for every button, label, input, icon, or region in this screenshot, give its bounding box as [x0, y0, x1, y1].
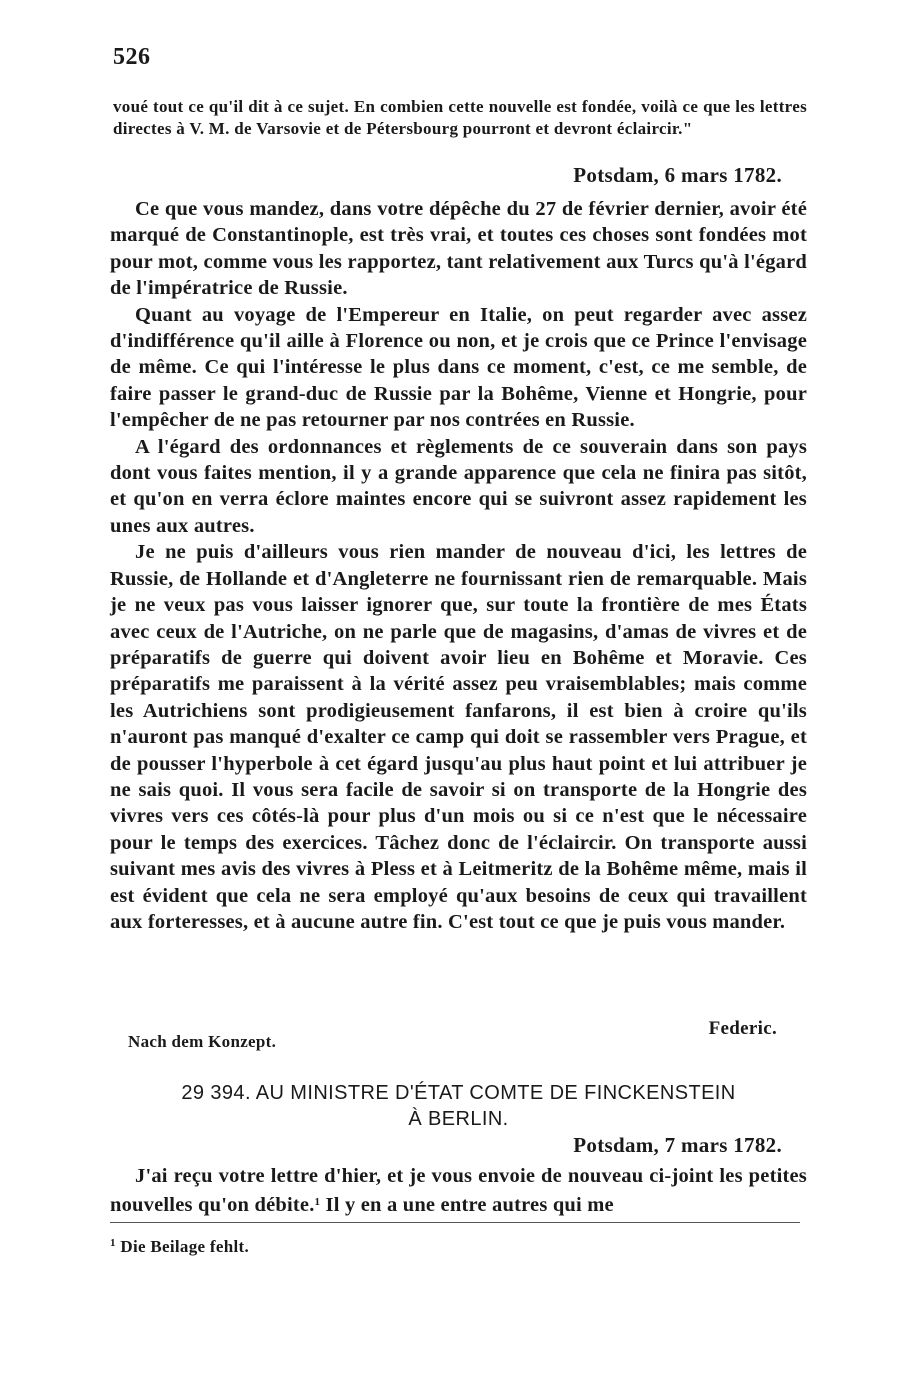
- footnote-marker: 1: [110, 1237, 116, 1249]
- footnote-ref: 1: [314, 1196, 321, 1209]
- letter-2-body: [110, 1163, 807, 1219]
- quote-end: voué tout ce qu'il dit à ce sujet. En combien cette nouvelle est fondée, voilà ce que les lettres directes à V. M. de Varsovie et de Pétersbourg pourront et devront éclaircir.": [113, 97, 807, 138]
- paragraph: Ce que vous mandez, dans votre dépêche du 27 de février dernier, avoir été marqué de Constantinople, est très vrai, et toutes ces choses sont fondées mot pour mot, comme vous les rapportez, tant relativement aux Turcs qu'à l'égard de l'impératrice de Russie.: [110, 198, 807, 300]
- dateline-2: Potsdam, 7 mars 1782.: [573, 1133, 782, 1157]
- heading-line-2: À BERLIN.: [408, 1108, 509, 1130]
- paragraph: [110, 1163, 807, 1219]
- dateline-1: Potsdam, 6 mars 1782.: [573, 163, 782, 187]
- source-note: Nach dem Konzept.: [128, 1032, 277, 1051]
- paragraph-text: J'ai reçu votre lettre d'hier, et je vous envoie de nouveau ci-joint les petites nouvelles qu'on débite.: [110, 1165, 807, 1217]
- paragraph-text-cont: Il y en a une entre autres qui me: [320, 1194, 614, 1217]
- letter-1-body: [110, 196, 807, 935]
- footnote-text: Die Beilage fehlt.: [120, 1237, 249, 1256]
- footnote-divider: [110, 1222, 800, 1223]
- footnote: [110, 1237, 249, 1257]
- heading-line-1: 29 394. AU MINISTRE D'ÉTAT COMTE DE FINCKENSTEIN: [181, 1082, 736, 1104]
- paragraph: Je ne puis d'ailleurs vous rien mander de nouveau d'ici, les lettres de Russie, de Hollande et d'Angleterre ne fournissant rien de remarquable. Mais je ne veux pas vous laisser ignorer que, sur toute la frontière de mes États avec ceux de l'Autriche, on ne parle que de magasins, d'amas de vivres et de préparatifs de guerre qui doivent avoir lieu en Bohême et Moravie. Ces préparatifs me paraissent à la vérité assez peu vraisemblables; mais comme les Autrichiens sont prodigieusement fanfarons, il est bien à croire qu'ils n'auront pas manqué d'exalter ce camp qui doit se rassembler vers Prague, et de pousser l'hyperbole à cet égard jusqu'au plus haut point et lui attribuer je ne sais quoi. Il vous sera facile de savoir si on transporte de la Hongrie des vivres vers ces côtés-là pour plus d'un mois ou si ce n'est que le nécessaire pour le temps des exercices. Tâchez donc de l'éclaircir. On transporte aussi suivant mes avis des vivres à Pless et à Leitmeritz de la Bohême même, mais il est évident que cela ne sera employé qu'aux besoins de ceux qui travaillent aux forteresses, et à aucune autre fin. C'est tout ce que je puis vous mander.: [110, 541, 807, 933]
- paragraph: A l'égard des ordonnances et règlements de ce souverain dans son pays dont vous faites mention, il y a grande apparence que cela ne finira pas sitôt, et qu'on en verra éclore maintes encore qui se suivront assez rapidement les unes aux autres.: [110, 435, 807, 537]
- letter-2-heading: [110, 1080, 807, 1132]
- page-number: 526: [113, 44, 151, 70]
- paragraph: Quant au voyage de l'Empereur en Italie, on peut regarder avec assez d'indifférence qu'il aille à Florence ou non, et je crois que ce Prince l'envisage de même. Ce qui l'intéresse le plus dans ce moment, c'est, ce me semble, de faire passer le grand-duc de Russie par la Bohême, Vienne et Hongrie, pour l'empêcher de ne pas retourner par nos contrées en Russie.: [110, 303, 807, 432]
- signature: Federic.: [708, 1018, 777, 1039]
